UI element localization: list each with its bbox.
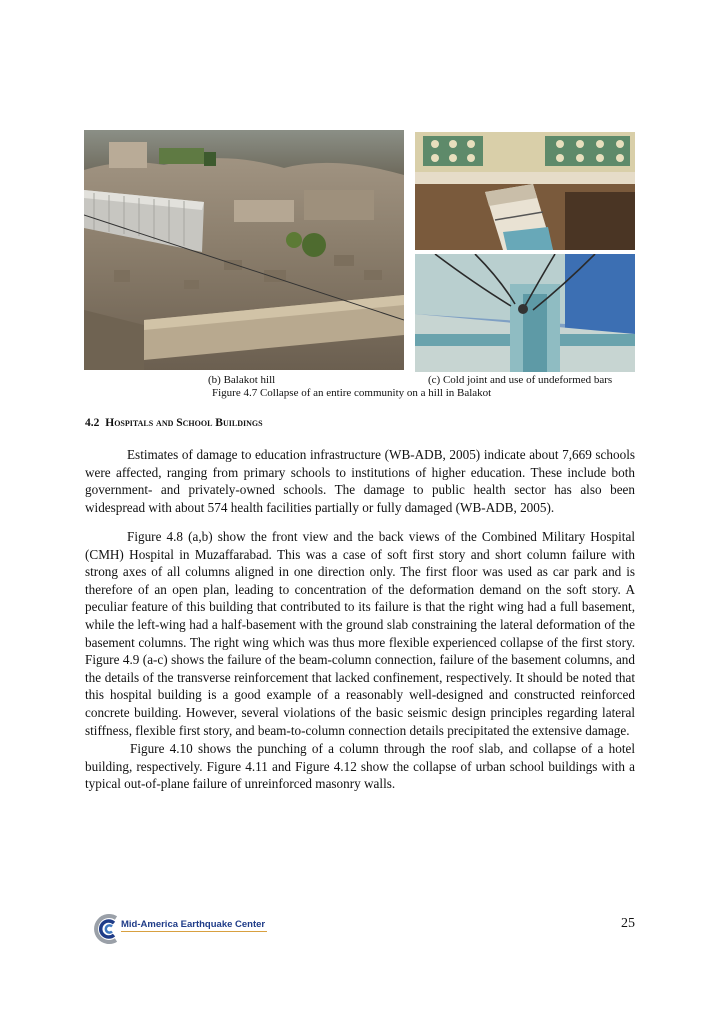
mae-center-logo-icon xyxy=(86,914,120,944)
footer-organization: Mid-America Earthquake Center xyxy=(121,919,266,930)
section-number: 4.2 xyxy=(85,417,100,429)
photo-undeformed-bars xyxy=(415,254,635,372)
photo-balakot-hill xyxy=(84,130,404,370)
figure-caption: Figure 4.7 Collapse of an entire community on a hill in Balakot xyxy=(212,387,492,399)
paragraph-2: Figure 4.8 (a,b) show the front view and the back views of the Combined Military Hospital (CMH) Hospital in Muzaffarabad. This was a case of soft first story and short column failure with strong axes of all columns aligned in one direction only. The first floor was used as car park and is therefore of an open plan, leading to concentration of the deformation demand on the soft story. A peculiar feature of this building that contributed to its failure is that the right wing had a full basement, while the left-wing had a half-basement with the ground slab constraining the lateral deformation of the basement columns. The right wing which was thus more flexible experienced collapse of the first story. Figure 4.9 (a-c) shows the failure of the beam-column connection, failure of the basement columns, and the details of the transverse reinforcement that lacked confinement, respectively. It should be noted that this hospital building is a good example of a reasonably well-designed and constructed reinforced concrete building. However, several violations of the basic seismic design principles regarding lateral stiffness, flexible first story, and beam-to-column connection details precipitated the extensive damage. xyxy=(85,529,635,738)
page-number: 25 xyxy=(621,916,635,931)
paragraph-3: Figure 4.10 shows the punching of a column through the roof slab, and collapse of a hotel building, respectively. Figure 4.11 and Figure 4.12 show the collapse of urban school buildings with a typical out-of-plane failure of unreinforced masonry walls. xyxy=(85,741,635,792)
caption-c: (c) Cold joint and use of undeformed bars xyxy=(428,374,613,386)
caption-b: (b) Balakot hill xyxy=(208,374,276,386)
photo-cold-joint-column xyxy=(415,132,635,250)
paragraph-1: Estimates of damage to education infrastructure (WB-ADB, 2005) indicate about 7,669 schools were affected, ranging from primary schools to institutions of higher education. These include both government- and privately-owned schools. The damage to public health sector has also been widespread with about 574 health facilities partially or fully damaged (WB-ADB, 2005). xyxy=(85,447,635,515)
section-heading xyxy=(85,417,263,429)
section-title: Hospitals and School Buildings xyxy=(105,417,263,429)
